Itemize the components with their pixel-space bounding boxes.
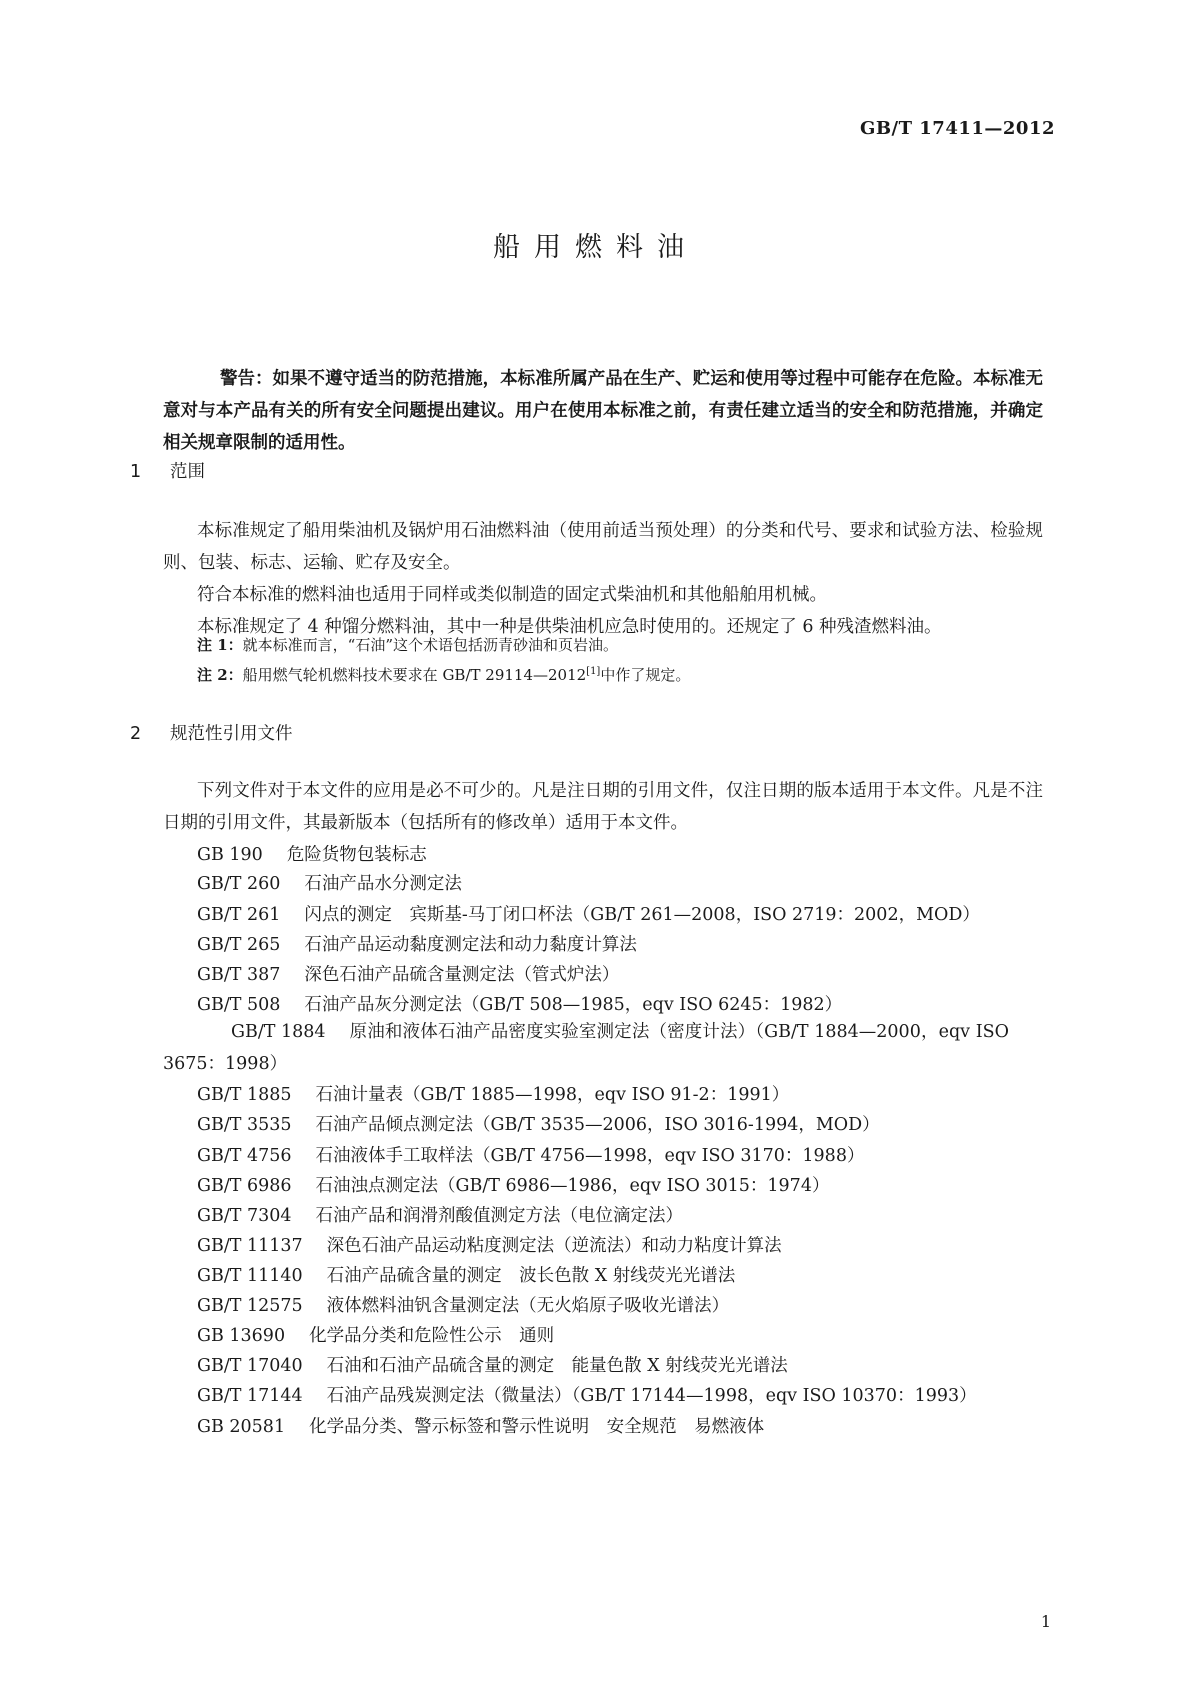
reference-code: GB 20581 [197, 1417, 286, 1437]
reference-title: 危险货物包装标志 [286, 845, 427, 865]
reference-item [197, 1232, 782, 1257]
reference-title: 深色石油产品运动粘度测定法（逆流法）和动力粘度计算法 [326, 1236, 782, 1256]
paragraph: 本标准规定了 4 种馏分燃料油，其中一种是供柴油机应急时使用的。还规定了 6 种残渣燃料油。 [197, 617, 942, 637]
note-text: 就本标准而言，“石油”这个术语包括沥青砂油和页岩油。 [242, 636, 619, 654]
section-1-heading [130, 458, 205, 483]
reference-code: GB/T 12575 [197, 1296, 303, 1316]
reference-code: GB 190 [197, 845, 263, 865]
paragraph: 本标准规定了船用柴油机及锅炉用石油燃料油（使用前适当预处理）的分类和代号、要求和试验方法、检验规则、包装、标志、运输、贮存及安全。 [163, 521, 1043, 573]
note-label: 注 2： [197, 666, 243, 684]
reference-title: 化学品分类和危险性公示 通则 [309, 1326, 555, 1346]
page-number: 1 [1040, 1612, 1051, 1631]
reference-item [197, 870, 462, 895]
reference-item [197, 1382, 977, 1407]
reference-item [197, 931, 637, 956]
reference-code: GB/T 387 [197, 965, 281, 985]
reference-item [197, 1262, 735, 1287]
reference-code: GB/T 6986 [197, 1176, 292, 1196]
reference-title: 石油产品残炭测定法（微量法）（GB/T 17144—1998，eqv ISO 10370：1993） [326, 1386, 977, 1406]
reference-code: GB/T 7304 [197, 1206, 292, 1226]
reference-code: GB/T 17144 [197, 1386, 303, 1406]
reference-item [197, 1142, 864, 1167]
reference-item [197, 1172, 829, 1197]
reference-title: 石油产品硫含量的测定 波长色散 X 射线荧光光谱法 [326, 1266, 736, 1286]
reference-item [197, 901, 980, 926]
section-2-intro [163, 775, 1043, 839]
reference-code: GB 13690 [197, 1326, 286, 1346]
reference-code: GB/T 508 [197, 995, 281, 1015]
document-code-header: GB/T 17411—2012 [859, 118, 1055, 139]
note-text-end: 中作了规定。 [600, 666, 691, 684]
reference-title: 石油浊点测定法（GB/T 6986—1986，eqv ISO 3015：1974） [315, 1176, 830, 1196]
reference-code: GB/T 11140 [197, 1266, 303, 1286]
reference-title: 深色石油产品硫含量测定法（管式炉法） [304, 965, 620, 985]
citation-ref: [1] [586, 666, 601, 677]
note-text: 船用燃气轮机燃料技术要求在 GB/T 29114—2012 [242, 666, 587, 684]
section-title: 范围 [170, 462, 205, 482]
reference-code: GB/T 11137 [197, 1236, 303, 1256]
reference-code: GB/T 3535 [197, 1115, 292, 1135]
reference-item [163, 1016, 1009, 1080]
section-1-body [163, 515, 1043, 643]
reference-code: GB/T 17040 [197, 1356, 303, 1376]
reference-code: GB/T 265 [197, 935, 281, 955]
reference-code: GB/T 4756 [197, 1146, 292, 1166]
note-1 [197, 634, 618, 655]
reference-title: 石油产品运动黏度测定法和动力黏度计算法 [304, 935, 637, 955]
warning-text: 警告：如果不遵守适当的防范措施，本标准所属产品在生产、贮运和使用等过程中可能存在危险。本标准无意对与本产品有关的所有安全问题提出建议。用户在使用本标准之前，有责任建立适当的安全和防范措施，并确定相关规章限制的适用性。 [163, 369, 1043, 453]
reference-title: 石油产品倾点测定法（GB/T 3535—2006，ISO 3016-1994，MOD） [315, 1115, 880, 1135]
reference-title: 闪点的测定 宾斯基-马丁闭口杯法（GB/T 261—2008，ISO 2719：2002，MOD） [304, 905, 980, 925]
reference-item [197, 841, 427, 866]
document-title: 船用燃料油 [493, 232, 698, 263]
reference-title: 石油产品水分测定法 [304, 874, 462, 894]
reference-code: GB/T 260 [197, 874, 281, 894]
paragraph: 下列文件对于本文件的应用是必不可少的。凡是注日期的引用文件，仅注日期的版本适用于本文件。凡是不注日期的引用文件，其最新版本（包括所有的修改单）适用于本文件。 [163, 781, 1043, 833]
reference-title: 原油和液体石油产品密度实验室测定法（密度计法）（GB/T 1884—2000，eqv ISO 3675：1998） [163, 1022, 1009, 1074]
reference-item [197, 961, 619, 986]
warning-block [163, 363, 1043, 459]
reference-item [197, 1202, 683, 1227]
paragraph: 符合本标准的燃料油也适用于同样或类似制造的固定式柴油机和其他船舶用机械。 [197, 585, 827, 605]
reference-item [197, 1292, 729, 1317]
reference-code: GB/T 261 [197, 905, 281, 925]
reference-item [197, 1322, 554, 1347]
section-number: 2 [130, 724, 142, 744]
reference-title: 石油产品和润滑剂酸值测定方法（电位滴定法） [315, 1206, 684, 1226]
reference-item [197, 1111, 880, 1136]
section-2-heading [130, 720, 293, 745]
reference-item [197, 1352, 788, 1377]
reference-title: 石油计量表（GB/T 1885—1998，eqv ISO 91-2：1991） [315, 1085, 790, 1105]
reference-title: 石油产品灰分测定法（GB/T 508—1985，eqv ISO 6245：1982） [304, 995, 843, 1015]
section-number: 1 [130, 462, 142, 482]
section-title: 规范性引用文件 [170, 724, 293, 744]
reference-item [197, 991, 842, 1016]
reference-code: GB/T 1885 [197, 1085, 292, 1105]
reference-title: 石油和石油产品硫含量的测定 能量色散 X 射线荧光光谱法 [326, 1356, 788, 1376]
reference-item [197, 1081, 789, 1106]
note-label: 注 1： [197, 636, 243, 654]
note-2 [197, 664, 690, 685]
reference-item [197, 1413, 764, 1438]
reference-title: 化学品分类、警示标签和警示性说明 安全规范 易燃液体 [309, 1417, 765, 1437]
reference-code: GB/T 1884 [231, 1022, 326, 1042]
reference-title: 液体燃料油钒含量测定法（无火焰原子吸收光谱法） [326, 1296, 730, 1316]
reference-title: 石油液体手工取样法（GB/T 4756—1998，eqv ISO 3170：1988） [315, 1146, 865, 1166]
